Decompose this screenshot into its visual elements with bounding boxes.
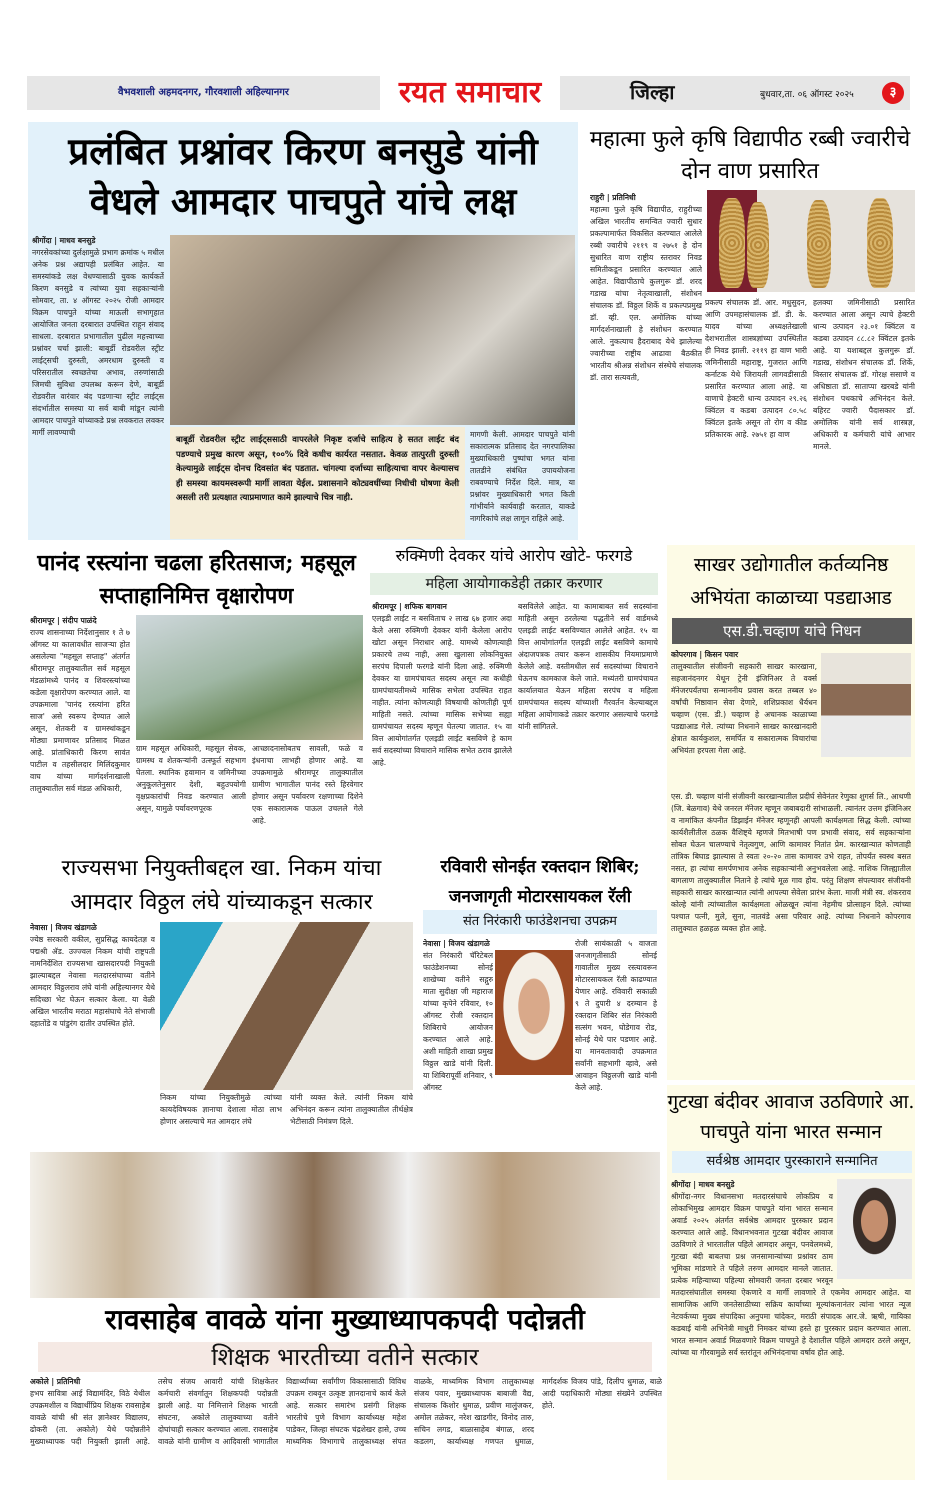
byline: श्रीरामपूर | संदीप पाळंदे	[30, 616, 97, 625]
caption-box: बाबूर्डी रोडवरील स्ट्रीट लाईट्ससाठी वापरलेले निकृष्ट दर्जाचे साहित्य हे सतत लाईट बंद पडण्याचे प्रमुख कारण असून, १००% दिवे कधीच कार्यरत नसतात. केवळ तात्पुरती दुरुस्ती केल्यामुळे लाईट्स दोनच दिवसांत बंद पडतात. चांगल्या दर्जाच्या साहित्याचा वापर केल्यासच ही समस्या कायमस्वरूपी मार्गी लावता येईल. प्रशासनाने कोट्यवधींच्या निधीची घोषणा केली असली तरी प्रत्यक्षात त्याप्रमाणात कामे झाल्याचे चित्र नाही.	[170, 427, 465, 539]
photo-tree-plantation	[136, 615, 363, 740]
article-pachpute-award	[667, 1085, 915, 1480]
newspaper-logo: रयत समाचार	[398, 75, 542, 110]
article-body	[423, 938, 493, 1143]
byline: श्रीरामपूर | शफिक बागवान	[372, 602, 447, 611]
article-body	[671, 1179, 911, 1477]
page-number-badge: ३	[882, 82, 904, 104]
headline: प्रलंबित प्रश्नांवर किरण बनसुडे यांनी वेधले आमदार पाचपुते यांचे लक्ष	[68, 129, 538, 223]
article-panand-roads	[28, 545, 365, 845]
byline: नेवासा | विजय खंडागळे	[423, 939, 490, 948]
article-body	[30, 1376, 662, 1476]
article-body-col3: हलक्या जमिनीसाठी प्रसारित करण्यात आला असून त्याचे हेक्टरी धान्य उत्पादन २३.०१ क्विंटल व कडबा उत्पादन ८८.८२ क्विंटल इतके आहे. या यशाबद्दल कुलगुरू डॉ. गडाख, संशोधन संचालक डॉ. शिर्के, विस्तार संचालक डॉ. गोरक्ष ससाणे व अधिष्ठाता डॉ. साताप्पा खरबडे यांनी संशोधन पथकाचे अभिनंदन केले. बहिरट ज्वारी पैदासकार डॉ. अमोलिक यांनी सर्व शास्त्रज्ञ, अधिकारी व कर्मचारी यांचे आभार मानले.	[813, 298, 915, 451]
portrait-mata-sudiksha	[495, 950, 573, 1075]
body-text: महात्मा फुले कृषि विद्यापीठ, राहुरीच्या अखिल भारतीय समन्वित ज्वारी सुधार प्रकल्पामार्फत विकसित करण्यात आलेले रब्बी ज्वारीचे २११९ व २७५१ हे दोन सुधारित वाण राष्ट्रीय स्तरावर निवड समितीकडून प्रसारित करण्यात आले आहेत. विद्यापीठाचे कुलगुरू डॉ. शरद गडाख यांचा नेतृत्वाखाली, संशोधन संचालक डॉ. विठ्ठल शिर्के व प्रकल्पप्रमुख डॉ. व्ही. एल. अमोलिक यांच्या मार्गदर्शनाखाली हे संशोधन करण्यात आले. नुकत्याच हैदराबाद येथे झालेल्या ज्वारीच्या राष्ट्रीय आढावा बैठकीत भारतीय श्रीअन्न संशोधन संस्थेचे संचालक डॉ. तारा सत्यवती,	[590, 205, 702, 382]
body-text: श्रीगोंदा-नगर विधानसभा मतदारसंघाचे लोकप्रिय व लोकाभिमुख आमदार विक्रम पाचपुते यांना भारत सन्मान अवार्ड २०२५ अंतर्गत सर्वश्रेष्ठ आमदार पुरस्कार प्रदान करण्यात आले आहे. विधानभवनात गुटखा बंदीवर आवाज उठविणारे ते भारतातील पहिले आमदार असून, पनवेलमध्ये, गुटखा बंदी बाबतचा प्रश्न जनसामान्यांच्या प्रश्नांवर ठाम भूमिका मांडणारे ते पहिले तरुण आमदार मानले जातात. प्रत्येक महिन्याच्या पहिल्या सोमवारी जनता दरबार भरवून मतदारसंघातील समस्या ऐकणारे व मार्गी लावणारे ते एकमेव आमदार आहेत. या सामाजिक आणि जनतेसाठीच्या सक्रिय कार्याच्या मूल्यांकनानंतर त्यांना भारत न्यूज नेटवर्कच्या मुख्य संपादिका अनुपमा चांदेकर, मराठी संपादक आर.जे. ऋषी, गायिका कडबाई यांनी अभिनेत्री माधुरी निमकर यांच्या हस्ते हा पुरस्कार प्रदान करण्यात आला. भारत सन्मान अवार्ड मिळवणारे विक्रम पाचपुते हे देशातील पहिले आमदार ठरले असून, त्यांच्या या गौरवामुळे सर्व स्तरांतून अभिनंदनाचा वर्षाव होत आहे.	[671, 1192, 911, 1357]
article-phule-university	[585, 122, 915, 540]
headline: महात्मा फुले कृषि विद्यापीठ रब्बी ज्वारीचे दोन वाण प्रसारित	[589, 127, 911, 184]
portrait-sd-chavhan	[821, 653, 911, 757]
headline: रावसाहेब वावळे यांना मुख्याध्यापकपदी पदोन्नती	[105, 1303, 585, 1336]
body-text: ज्येष्ठ सरकारी वकील, सुप्रसिद्ध कायदेतज्ञ व पद्मश्री ॲड. उज्ज्वल निकम यांची राष्ट्रपती नामनिर्देशित राज्यसभा खासदारपदी नियुक्ती झाल्याबद्दल नेवासा मतदारसंघाच्या वतीने आमदार विठ्ठलराव लंघे यांनी अहिल्यानगर येथे सदिच्छा भेट घेऊन सत्कार केला. या वेळी अखिल भारतीय मराठा महासंघाचे नेते संभाजी दहातोंडे व पांडुरंग दातीर उपस्थित होते.	[30, 935, 155, 1028]
article-body-continued: एस. डी. चव्हाण यांनी संजीवनी कारखान्यातील प्रदीर्घ सेवेनंतर रेणुका शुगर्स लि., आथणी (जि. बेळगाव) येथे जनरल मॅनेजर म्हणून जबाबदारी सांभाळली. त्यानंतर उत्तम इंजिनिअर व नामांकित कंपनीत डिझाईन मॅनेजर म्हणूनही आपली कार्यक्षमता सिद्ध केली. त्यांच्या कार्यशैलीतील ठळक वैशिष्ट्ये म्हणजे मितभाषी पण प्रभावी संवाद, सर्व सहकाऱ्यांना सोबत घेऊन चालण्याचे नेतृत्वगुण, आणि कामावर नितांत प्रेम. कारखान्यात कोणताही तांत्रिक बिघाड झाल्यास ते स्वतः २०-२० तास कामावर उभे राहत, तोपर्यंत स्वस्थ बसत नसत, हा त्यांचा समर्पणभाव अनेक सहकाऱ्यांनी अनुभवलेला आहे. नाशिक जिल्ह्यातील बागलाण तालुक्यातील निताने हे त्यांचे मूळ गाव होय. परंतु शिक्षण संपल्यावर संजीवनी सहकारी साखर कारखान्यात त्यांनी आपल्या सेवेला प्रारंभ केला. माजी मंत्री स्व. शंकरराव कोल्हे यांनी त्यांच्यातील कार्यक्षमता ओळखून त्यांना नेहमीच प्रोत्साहन दिले. त्यांच्या पश्चात पत्नी, मुले, सुना, नातवंडे असा परिवार आहे. त्यांच्या निधनाने कोपरगाव तालुक्यात हळहळ व्यक्त होत आहे.	[671, 792, 911, 933]
issue-date: बुधवार,ता. ०६ ऑगस्ट २०२५	[760, 90, 854, 100]
byline: राहुरी | प्रतिनिधी	[590, 193, 636, 202]
section-title: जिल्हा	[630, 80, 675, 104]
photo-nikam-langhe	[160, 922, 413, 1090]
byline: नेवासा | विजय खंडागळे	[30, 923, 97, 932]
article-body	[590, 192, 702, 537]
headline: पानंद रस्त्यांना चढला हरितसाज; महसूल सप्ताहानिमित्त वृक्षारोपण	[37, 550, 356, 609]
article-blood-donation	[420, 850, 660, 1145]
body-text: तालुक्यातील संजीवनी सहकारी साखर कारखाना, सहजानंदनगर येथून ट्रेनी इंजिनिअर ते वर्क्स मॅनेजरपर्यंतचा सन्माननीय प्रवास करत तब्बल ४० वर्षांची निष्ठावान सेवा देणारे, शशिप्रकाश धैर्यधन चव्हाण (एस. डी.) चव्हाण हे अचानक काळाच्या पडद्याआड गेले. त्यांच्या निधनाने साखर कारखानदारी क्षेत्रात कार्यकुशल, समर्पित व सकारात्मक विचारांचा अभियंता हरपला गेला आहे.	[671, 662, 817, 755]
article-kiran-bansude	[28, 122, 578, 540]
photo-jan-darbar	[170, 235, 575, 425]
article-sd-chavhan-obituary	[667, 545, 915, 1080]
body-text: हभप सावित्रा आई विद्यामंदिर, विठे येथील उपक्रमशील व विद्यार्थीप्रिय शिक्षक रावसाहेब वावळे यांची श्री संत ज्ञानेश्वर विद्यालय, ढोकरी (ता. अकोले) येथे पदोन्नतीने मुख्याध्यापक पदी नियुक्ती झाली आहे. तसेच संजय आवारी यांची शिक्षकेतर कर्मचारी संवर्गातून शिक्षकपदी पदोन्नती झाली आहे. या निमित्ताने शिक्षक भारती संघटना, अकोले तालुक्याच्या वतीने दोघांचाही सत्कार करण्यात आला. रावसाहेब वावळे यांनी ग्रामीण व आदिवासी भागातील विद्यार्थ्यांच्या सर्वांगीण विकासासाठी विविध उपक्रम राबवून उत्कृष्ट ज्ञानदानाचे कार्य केले आहे. सत्कार समारंभ प्रसंगी शिक्षक भारतीचे पुणे विभाग कार्याध्यक्ष महेश पाडेकर, जिल्हा संघटक चंद्रशेखर हासे, उच्च माध्यमिक विभागाचे तालुकाध्यक्ष संपत वाळके, माध्यमिक विभाग तालुकाध्यक्ष संजय पवार, मुख्याध्यापक बाबाजी वैद्य, संचालक किशोर धुमाळ, प्रवीण मालुंजकर, अमोल तळेकर, नरेश खाडगीर, विनोद तारु, सचिन लगड, बाळासाहेब बंगाळ, शरद कडलग, कार्याध्यक्ष गणपत धुमाळ, मार्गदर्शक विजय पांडे, दिलीप धुमाळ, बाळे आदी पदाधिकारी मोठ्या संख्येने उपस्थित होते.	[30, 1377, 662, 1446]
article-body-col3: यांनी व्यक्त केले. त्यांनी निकम यांचे अभिनंदन करून त्यांना तालुक्यातील तीर्थक्षेत्र भेटीसाठी निमंत्रण दिले.	[290, 1093, 413, 1126]
body-text: एलइडी लाईट न बसविताच २ लाख ६७ हजार अदा केले असा रुक्मिणी देवकर यांनी केलेला आरोप खोटा असून निराधार आहे. यामध्ये कोणत्याही प्रकारचे तथ्य नाही, असा खुलासा लोकनियुक्त सरपंच दिपाली फरगडे यांनी दिला आहे. रुक्मिणी देवकर या ग्रामपंचायत सदस्य असून त्या कधीही ग्रामपंचायतीमध्ये मासिक सभेला उपस्थित राहत नाहीत. त्यांना कोणत्याही विषयाची कोणतीही पूर्ण माहिती नसते. त्यांच्या मासिक सभेच्या सह्या ग्रामपंचायत सदस्य म्हणून घेतल्या जातात. १५ वा वित्त आयोगांतर्गत एलइडी लाईट बसविणे हे काम सर्व सदस्यांच्या विचाराने मासिक सभेत ठराव झालेले आहे.	[372, 614, 512, 767]
article-nikam-felicitation	[28, 850, 415, 1145]
article-rukmini-devkar	[368, 545, 660, 845]
article-body-col2: प्रकल्प संचालक डॉ. आर. मधुसुदन, आणि उपमहासंचालक डॉ. डी. के. यादव यांच्या अध्यक्षतेखाली देशभरातील शास्त्रज्ञांच्या उपस्थितीत ही निवड झाली. २११९ हा वाण भारी जमिनीसाठी महाराष्ट्र, गुजरात आणि कर्नाटक येथे जिरायती लागवडीसाठी प्रसारित करण्यात आला आहे. या वाणाचे हेक्टरी धान्य उत्पादन २९.२६ क्विंटल व कडबा उत्पादन ८०.५८ क्विंटल इतके असून तो रोग व कीड प्रतिकारक आहे. २७५१ हा वाण	[705, 298, 807, 439]
article-body	[372, 601, 512, 845]
subheadline: शिक्षक भारतीच्या वतीने सत्कार	[38, 1342, 652, 1372]
article-body-col3: आच्छादनासोबतच सावली, फळे व इंधनाचा लाभही होणार आहे. या उपक्रमामुळे श्रीरामपूर तालुक्यातील ग्रामीण भागातील पानंद रस्ते हिरवेगार होणार असून पर्यावरण रक्षणाच्या दिशेने एक सकारात्मक पाऊल उचलले गेले आहे.	[252, 744, 363, 825]
body-text: नगरसेवकांच्या दुर्लक्षामुळे प्रभाग क्रमांक ५ मधील अनेक प्रश्न अद्यापही प्रलंबित आहेत. या समस्यांकडे लक्ष वेधण्यासाठी युवक कार्यकर्ते किरण बनसुडे व त्यांच्या युवा सहकाऱ्यांनी सोमवार, ता. ४ ऑगस्ट २०२५ रोजी आमदार विक्रम पाचपुते यांच्या माऊली सभागृहात आयोजित जनता दरबारात उपस्थित राहून संवाद साधला. दरबारात प्रभागातील पुढील महत्त्वाच्या प्रश्नांवर चर्चा झाली: बाबूर्डी रोडवरील स्ट्रीट लाईट्सची दुरुस्ती, अमरधाम दुरुस्ती व परिसरातील स्वच्छतेचा अभाव, तरुणांसाठी जिमची सुविधा उपलब्ध करून देणे, बाबूर्डी रोडवरील वारंवार बंद पडणाऱ्या स्ट्रीट लाईट्स संदर्भातील समस्या या सर्व बाबी मांडून त्यांनी आमदार पाचपुते यांच्याकडे प्रश्न लवकरात लवकर मार्गी लावण्याची	[32, 248, 164, 437]
article-body	[30, 615, 130, 845]
headline: गुटखा बंदीवर आवाज उठविणारे आ. पाचपुते यांना भारत सन्मान	[667, 1091, 915, 1143]
subheadline: एस.डी.चव्हाण यांचे निधन	[672, 618, 912, 644]
body-text: संत निरंकारी चॅरिटेबल फाउंडेशनच्या सोनई शाखेच्या वतीने सद्गुरु माता सुदीक्षा जी महाराज यांच्या कृपेने रविवार, १० ऑगस्ट रोजी रक्तदान शिबिराचे आयोजन करण्यात आले आहे. अशी माहिती शाखा प्रमुख विठ्ठल खाडे यांनी दिली. या शिबिरापूर्वी शनिवार, ९ ऑगस्ट	[423, 951, 493, 1092]
byline: श्रीगोंदा | माधव बनसुडे	[671, 1180, 735, 1189]
photo-jowar-varieties	[707, 190, 915, 292]
photo-wavale-felicitation	[30, 1152, 660, 1298]
byline: कोपरगाव | किसन पवार	[671, 650, 739, 659]
article-body-col2: ग्राम महसूल अधिकारी, महसूल सेवक, ग्रामस्थ व शेतकऱ्यांनी उत्स्फूर्त सहभाग घेतला. स्थानिक हवामान व जमिनीच्या अनुकूलतेनुसार देशी, बहुउपयोगी वृक्षप्रकारांची निवड करण्यात आली असून, यामुळे पर्यावरणपूरक	[136, 744, 246, 813]
article-body	[32, 235, 164, 535]
headline: रुक्मिणी देवकर यांचे आरोप खोटे- फरगडे	[395, 546, 633, 565]
masthead-right	[560, 76, 910, 110]
article-body-col2: रोजी सायंकाळी ५ वाजता जनजागृतीसाठी सोनई गावातील मुख्य रस्त्यावरून मोटारसायकल रॅली काढण्यात येणार आहे. रविवारी सकाळी ९ ते दुपारी ४ दरम्यान हे रक्तदान शिबिर संत निरंकारी सत्संग भवन, घोडेगाव रोड, सोनई येथे पार पडणार आहे. या मानवतावादी उपक्रमात सर्वांनी सहभागी व्हावे, असे आवाहन विठ्ठलजी खाडे यांनी केले आहे.	[575, 939, 657, 1092]
article-body	[30, 922, 155, 1144]
body-text: राज्य शासनाच्या निर्देशानुसार १ ते ७ ऑगस्ट या कालावधीत साजऱ्या होत असलेल्या "महसूल सप्ताह" अंतर्गत श्रीरामपूर तालुक्यातील सर्व महसूल मंडळांमध्ये पानंद व शिवरस्त्यांच्या कडेला वृक्षारोपण करण्यात आले. या उपक्रमाला 'पानंद रस्त्यांना हरित साज' असे स्वरूप देण्यात आले असून, शेतकरी व ग्रामस्थांकडून मोठ्या प्रमाणावर प्रतिसाद मिळत आहे. प्रांताधिकारी किरण सावंत पाटील व तहसीलदार मिलिंदकुमार वाघ यांच्या मार्गदर्शनाखाली तालुक्यातील सर्व मंडळ अधिकारी,	[30, 628, 130, 793]
subheadline: सर्वश्रेष्ठ आमदार पुरस्काराने सन्मानित	[672, 1151, 912, 1173]
subheadline: महिला आयोगाकडेही तक्रार करणार	[370, 573, 658, 595]
byline: श्रीगोंदा | माधव बनसुडे	[32, 236, 96, 245]
headline: रविवारी सोनईत रक्तदान शिबिर; जनजागृती मोटारसायकल रॅली	[440, 857, 640, 907]
article-body-col2: निकम यांच्या नियुक्तीमुळे त्यांच्या कायदेविषयक ज्ञानाचा देशाला मोठा लाभ होणार असल्याचे मत आमदार लंघे	[160, 1093, 282, 1126]
article-wavale-promotion	[28, 1300, 662, 1480]
tagline: वैभवशाली अहमदनगर, गौरवशाली अहिल्यानगर	[117, 87, 290, 98]
article-body-col2: बसविलेले आहेत. या कामाबाबत सर्व सदस्यांना माहिती असून ठरलेल्या पद्धतीने सर्व वार्डमध्ये एलइडी लाईट बसविण्यात आलेले आहेत. १५ वा वित्त आयोगांतर्गत एलइडी लाईट बसविणे कामाचे अंदाजपत्रक तयार करून शासकीय नियमाप्रमाणे केलेले आहे. वस्तीमधील सर्व सदस्यांच्या विचाराने घेऊनच कामकाज केले जाते. मध्यंतरी ग्रामपंचायत कार्यालयात येऊन महिला सरपंच व महिला ग्रामपंचायत सदस्य यांच्याशी गैरवर्तन केल्याबद्दल महिला आयोगाकडे तक्रार करणार असल्याचे फरगडे यांनी सांगितले.	[518, 602, 658, 731]
headline: साखर उद्योगातील कर्तव्यनिष्ठ अभियंता काळाच्या पडद्याआड	[690, 554, 892, 609]
masthead-left	[27, 76, 380, 110]
byline: अकोले | प्रतिनिधी	[30, 1377, 81, 1386]
subheadline: संत निरंकारी फाउंडेशनचा उपक्रम	[423, 910, 657, 934]
headline: राज्यसभा नियुक्तीबद्दल खा. निकम यांचा आमदार विठ्ठल लंघे यांच्याकडून सत्कार	[61, 856, 382, 915]
article-body	[671, 649, 817, 789]
article-body-continued: मागणी केली. आमदार पाचपुते यांनी सकारात्मक प्रतिसाद देत नगरपालिका मुख्याधिकारी पुष्पांचा भगत यांना तातडीने संबंधित उपाययोजना राबवण्याचे निर्देश दिले. मात्र, या प्रश्नांवर मुख्याधिकारी भगत किती गांभीर्याने कार्यवाही करतात, याकडे नागरिकांचे लक्ष लागून राहिले आहे.	[470, 430, 575, 523]
